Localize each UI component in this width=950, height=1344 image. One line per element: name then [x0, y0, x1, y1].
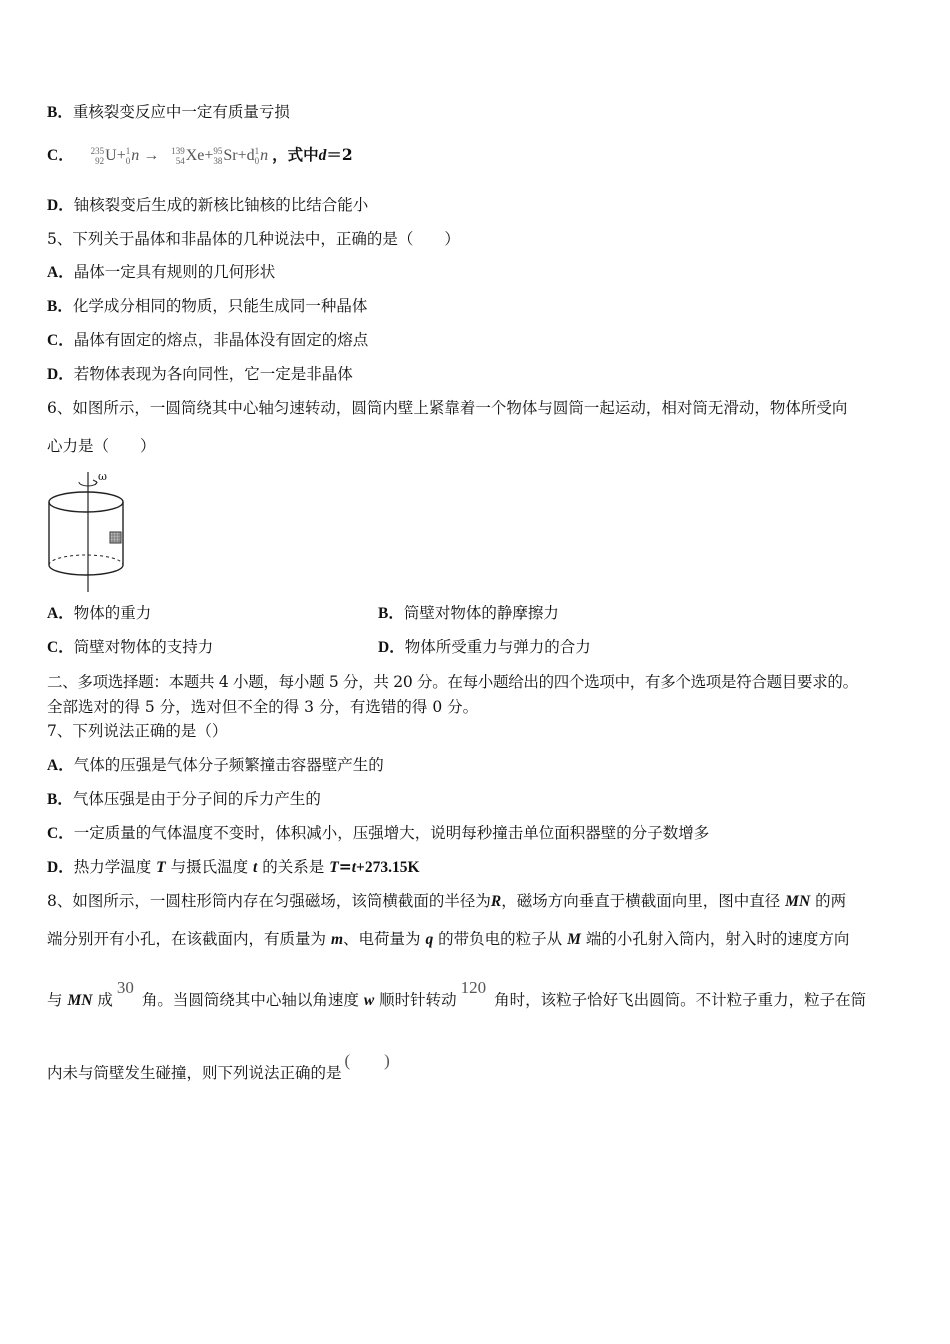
option-q7-b: B．气体压强是由于分子间的斥力产生的	[47, 790, 321, 808]
nuclide-n-indices: 1 0	[125, 146, 131, 167]
option-q5-b: B．化学成分相同的物质，只能生成同一种晶体	[47, 297, 368, 315]
option-q7-c: C．一定质量的气体温度不变时，体积减小，压强增大，说明每秒撞击单位面积器壁的分子数增多	[47, 824, 710, 842]
option-text: 重核裂变反应中一定有质量亏损	[72, 103, 290, 121]
question-8-line3: 与 MN 成30角。当圆筒绕其中心轴以角速度 w 顺时针转动120角时，该粒子恰好飞出圆筒。不计粒子重力，粒子在筒	[47, 978, 867, 1009]
option-letter: C．	[47, 147, 74, 164]
option-q5-d: D．若物体表现为各向同性，它一定是非晶体	[47, 365, 353, 383]
option-q7-d: D．热力学温度 T 与摄氏温度 t 的关系是 T=t+273.15K	[47, 857, 420, 876]
question-5: 5、下列关于晶体和非晶体的几种说法中，正确的是（ ）	[47, 230, 460, 248]
question-8-line1: 8、如图所示，一圆柱形筒内存在匀强磁场，该筒横截面的半径为R，磁场方向垂直于横截面向里，图中直径 MN 的两	[47, 892, 847, 910]
rotating-cylinder-figure	[43, 472, 133, 592]
nuclear-equation: 235 92 U+ 1 0 n → 139 54 Xe+ 95 38 Sr+d 1 0 n	[90, 146, 269, 167]
option-q4-c: C． 235 92 U+ 1 0 n → 139 54 Xe+ 95 38 Sr+d 1 0 n ，式中d＝2	[47, 145, 353, 167]
question-8-line2: 端分别开有小孔，在该截面内，有质量为 m、电荷量为 q 的带负电的粒子从 M 端的小孔射入筒内，射入时的速度方向	[47, 930, 850, 948]
options-q6-row1: A．物体的重力 B．筒壁对物体的静摩擦力	[47, 604, 559, 622]
nuclide-xe-indices: 139 54	[171, 146, 185, 167]
option-letter: B．	[47, 104, 73, 121]
option-q5-a: A．晶体一定具有规则的几何形状	[47, 263, 276, 281]
nuclide-sr-indices: 95 38	[213, 146, 223, 167]
nuclide-n2-indices: 1 0	[254, 146, 260, 167]
question-6-line2: 心力是（ ）	[47, 437, 156, 455]
section-2-heading-line2: 全部选对的得 5 分，选对但不全的得 3 分，有选错的得 0 分。	[47, 698, 479, 716]
nuclide-u-indices: 235 92	[90, 146, 105, 167]
question-6-line1: 6、如图所示，一圆筒绕其中心轴匀速转动，圆筒内壁上紧靠着一个物体与圆筒一起运动，相对筒无滑动，物体所受向	[47, 399, 848, 417]
option-q7-a: A．气体的压强是气体分子频繁撞击容器壁产生的	[47, 756, 384, 774]
question-8-line4: 内未与筒壁发生碰撞，则下列说法正确的是( )	[47, 1051, 390, 1082]
section-2-heading-line1: 二、多项选择题：本题共 4 小题，每小题 5 分，共 20 分。在每小题给出的四个选项中，有多个选项是符合题目要求的。	[47, 673, 858, 691]
option-q4-b	[47, 101, 290, 124]
question-7: 7、下列说法正确的是（）	[47, 722, 228, 740]
options-q6-row2: C．筒壁对物体的支持力 D．物体所受重力与弹力的合力	[47, 638, 591, 656]
option-q4-d: D．铀核裂变后生成的新核比铀核的比结合能小	[47, 196, 369, 214]
option-q5-c: C．晶体有固定的熔点，非晶体没有固定的熔点	[47, 331, 369, 349]
omega-label: ω	[98, 470, 107, 483]
